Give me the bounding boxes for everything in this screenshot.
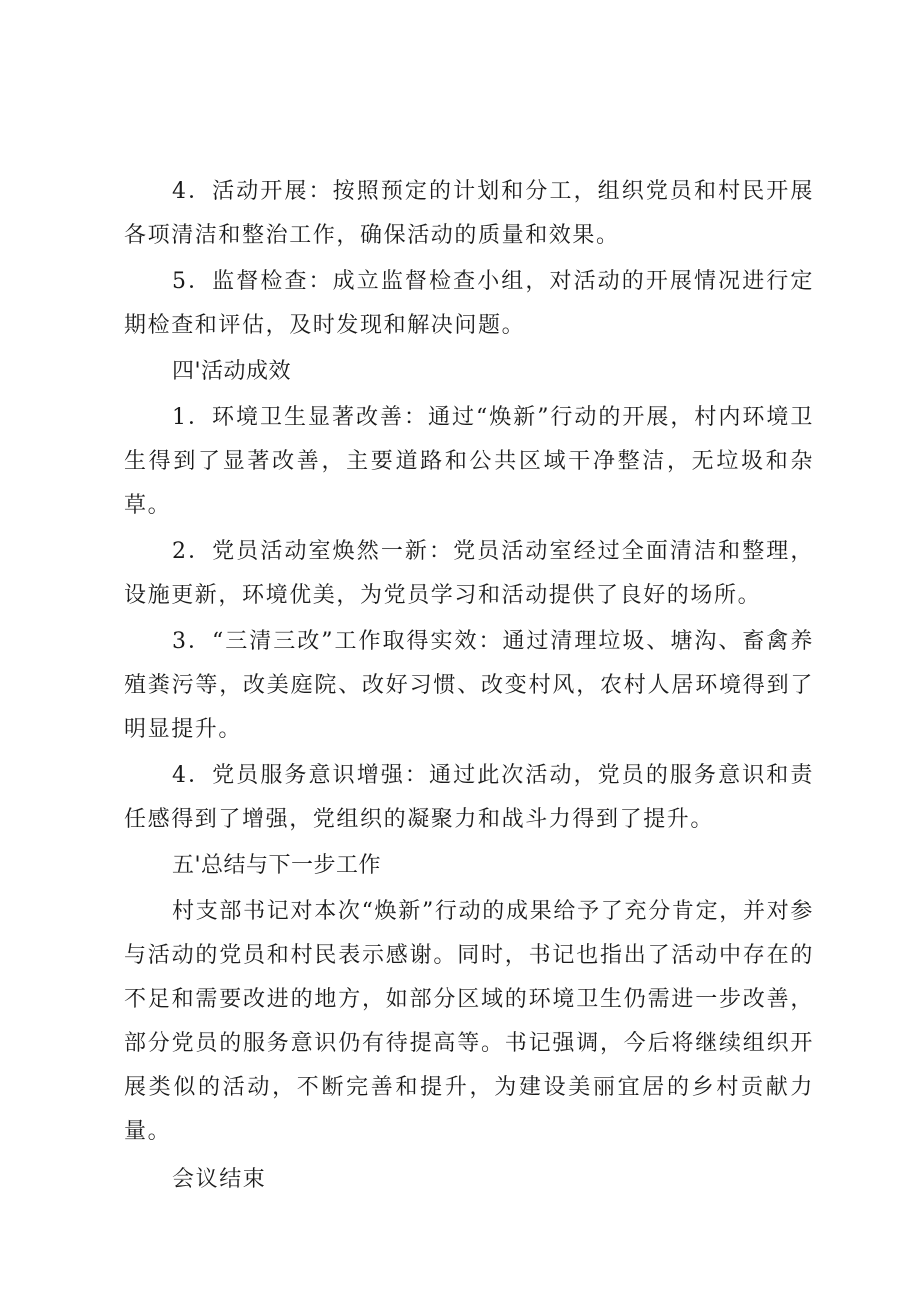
closing-line: 会议结束 bbox=[172, 1167, 267, 1192]
document-page bbox=[124, 170, 814, 1202]
paragraph-result-environment: 1．环境卫生显著改善：通过“焕新”行动的开展，村内环境卫生得到了显著改善，主要道路和公共区域干净整洁，无垃圾和杂草。 bbox=[124, 405, 814, 518]
section-heading-results: 四'活动成效 bbox=[172, 359, 292, 384]
paragraph-activity-implementation: 4．活动开展：按照预定的计划和分工，组织党员和村民开展各项清洁和整治工作，确保活动的质量和效果。 bbox=[124, 179, 814, 248]
paragraph-result-activity-room: 2．党员活动室焕然一新：党员活动室经过全面清洁和整理，设施更新，环境优美，为党员学习和活动提供了良好的场所。 bbox=[124, 539, 814, 608]
section-heading-summary: 五'总结与下一步工作 bbox=[172, 853, 382, 878]
paragraph-summary-body: 村支部书记对本次“焕新”行动的成果给予了充分肯定，并对参与活动的党员和村民表示感谢。同时，书记也指出了活动中存在的不足和需要改进的地方，如部分区域的环境卫生仍需进一步改善，部分党员的服务意识仍有待提高等。书记强调，今后将继续组织开展类似的活动，不断完善和提升，为建设美丽宜居的乡村贡献力量。 bbox=[124, 899, 814, 1144]
paragraph-supervision-inspection: 5．监督检查：成立监督检查小组，对活动的开展情况进行定期检查和评估，及时发现和解决问题。 bbox=[124, 269, 814, 338]
paragraph-result-service-awareness: 4．党员服务意识增强：通过此次活动，党员的服务意识和责任感得到了增强，党组织的凝聚力和战斗力得到了提升。 bbox=[124, 763, 814, 832]
paragraph-result-three-clean-three-change: 3．“三清三改”工作取得实效：通过清理垃圾、塘沟、畜禽养殖粪污等，改美庭院、改好习惯、改变村风，农村人居环境得到了明显提升。 bbox=[124, 629, 814, 742]
